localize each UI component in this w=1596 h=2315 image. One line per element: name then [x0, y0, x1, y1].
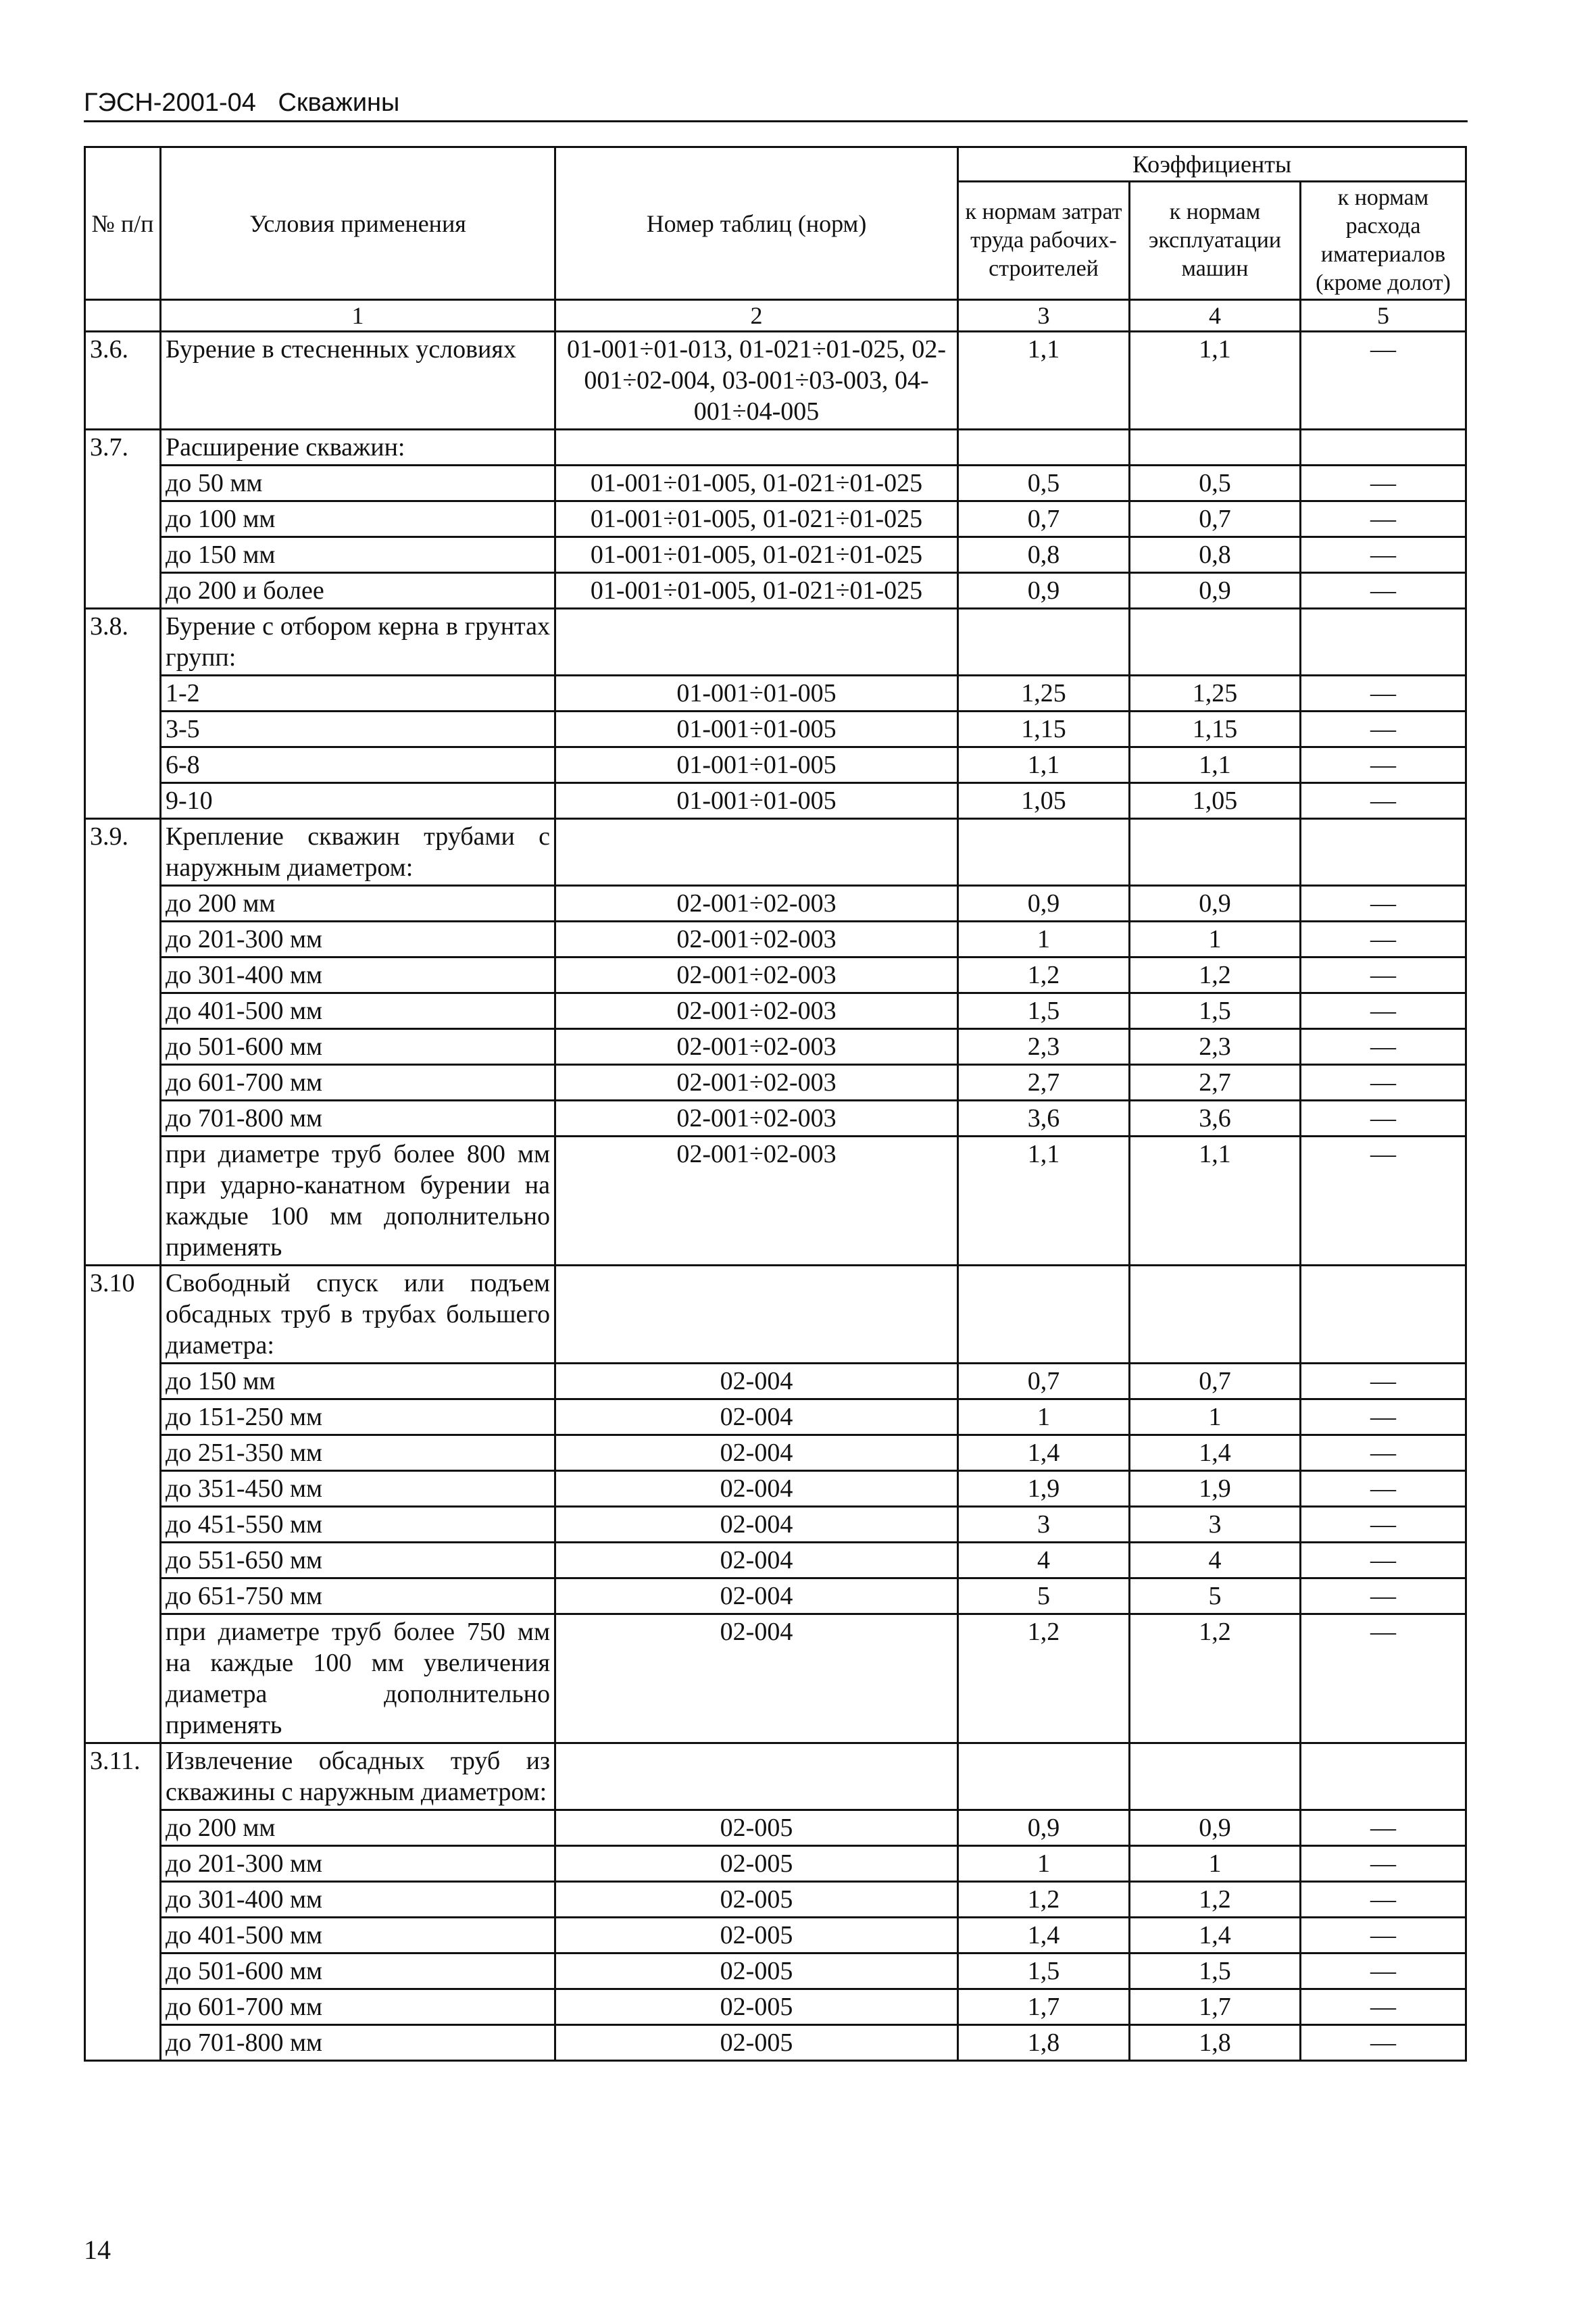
labor-coefficient: 2,7 [958, 1065, 1130, 1101]
labor-coefficient [958, 609, 1130, 676]
condition-cell: до 401-500 мм [161, 1918, 555, 1953]
materials-coefficient: — [1301, 1918, 1466, 1953]
row-number [85, 1846, 161, 1882]
materials-coefficient [1301, 1743, 1466, 1810]
labor-coefficient: 0,7 [958, 501, 1130, 537]
table-row [85, 993, 1466, 1029]
machines-coefficient [1130, 1743, 1301, 1810]
row-number [85, 1882, 161, 1918]
tables-cell: 02-004 [555, 1578, 958, 1614]
row-number: 3.8. [85, 609, 161, 676]
materials-coefficient: — [1301, 573, 1466, 609]
row-number [85, 1137, 161, 1266]
row-number [85, 1364, 161, 1399]
tables-cell: 02-001÷02-003 [555, 922, 958, 957]
condition-cell: до 351-450 мм [161, 1471, 555, 1507]
condition-cell: при диаметре труб более 750 мм на каждые 100 мм увеличения диаметра дополнительно применять [161, 1614, 555, 1743]
row-number [85, 922, 161, 957]
condition-cell: 9-10 [161, 783, 555, 819]
machines-coefficient: 1,5 [1130, 993, 1301, 1029]
labor-coefficient: 1,8 [958, 2025, 1130, 2061]
labor-coefficient: 0,5 [958, 466, 1130, 501]
condition-cell: до 401-500 мм [161, 993, 555, 1029]
materials-coefficient: — [1301, 712, 1466, 747]
table-row [85, 1953, 1466, 1989]
document-section: Скважины [278, 89, 400, 117]
row-number [85, 1029, 161, 1065]
materials-coefficient [1301, 819, 1466, 886]
materials-coefficient: — [1301, 1471, 1466, 1507]
row-number [85, 501, 161, 537]
tables-cell: 01-001÷01-005, 01-021÷01-025 [555, 466, 958, 501]
labor-coefficient [958, 430, 1130, 466]
header-machines: к нормам эксплуатации машин [1130, 182, 1301, 300]
table-row [85, 1846, 1466, 1882]
table-row [85, 537, 1466, 573]
table-row [85, 2025, 1466, 2061]
running-header [84, 86, 1468, 122]
tables-cell [555, 430, 958, 466]
row-number [85, 1507, 161, 1543]
row-number: 3.11. [85, 1743, 161, 1810]
materials-coefficient: — [1301, 1435, 1466, 1471]
machines-coefficient: 1,05 [1130, 783, 1301, 819]
labor-coefficient: 1 [958, 1846, 1130, 1882]
labor-coefficient: 1,05 [958, 783, 1130, 819]
column-number-blank [85, 300, 161, 332]
condition-cell: до 150 мм [161, 537, 555, 573]
header-materials: к нормам расхода иматериалов (кроме долот) [1301, 182, 1466, 300]
condition-cell: Бурение с отбором керна в грунтах групп: [161, 609, 555, 676]
condition-cell: до 200 мм [161, 1810, 555, 1846]
tables-cell: 02-001÷02-003 [555, 1101, 958, 1137]
condition-cell: Бурение в стесненных условиях [161, 332, 555, 430]
machines-coefficient [1130, 1266, 1301, 1364]
table-row [85, 1507, 1466, 1543]
labor-coefficient: 1 [958, 922, 1130, 957]
tables-cell: 02-004 [555, 1435, 958, 1471]
table-row [85, 573, 1466, 609]
header-num: № п/п [85, 147, 161, 300]
materials-coefficient: — [1301, 1399, 1466, 1435]
tables-cell: 01-001÷01-005, 01-021÷01-025 [555, 573, 958, 609]
header-labor: к нормам затрат труда рабочих-строителей [958, 182, 1130, 300]
column-number: 2 [555, 300, 958, 332]
materials-coefficient: — [1301, 676, 1466, 712]
materials-coefficient: — [1301, 1846, 1466, 1882]
tables-cell: 02-001÷02-003 [555, 957, 958, 993]
tables-cell: 02-001÷02-003 [555, 993, 958, 1029]
labor-coefficient: 1,1 [958, 332, 1130, 430]
table-row [85, 501, 1466, 537]
row-number [85, 1543, 161, 1578]
table-row [85, 1989, 1466, 2025]
tables-cell: 01-001÷01-005, 01-021÷01-025 [555, 501, 958, 537]
labor-coefficient: 1,9 [958, 1471, 1130, 1507]
machines-coefficient: 0,5 [1130, 466, 1301, 501]
materials-coefficient: — [1301, 886, 1466, 922]
materials-coefficient: — [1301, 332, 1466, 430]
tables-cell [555, 819, 958, 886]
machines-coefficient: 1,5 [1130, 1953, 1301, 1989]
condition-cell: до 601-700 мм [161, 1989, 555, 2025]
row-number [85, 1614, 161, 1743]
condition-cell: Расширение скважин: [161, 430, 555, 466]
condition-cell: до 501-600 мм [161, 1953, 555, 1989]
column-number: 3 [958, 300, 1130, 332]
condition-cell: до 100 мм [161, 501, 555, 537]
table-row [85, 1101, 1466, 1137]
tables-cell: 02-005 [555, 1989, 958, 2025]
labor-coefficient: 0,7 [958, 1364, 1130, 1399]
row-number: 3.6. [85, 332, 161, 430]
page-number: 14 [84, 2235, 111, 2265]
labor-coefficient: 1,2 [958, 1614, 1130, 1743]
materials-coefficient [1301, 1266, 1466, 1364]
tables-cell: 02-004 [555, 1543, 958, 1578]
tables-cell: 02-005 [555, 1882, 958, 1918]
labor-coefficient: 1,25 [958, 676, 1130, 712]
table-row [85, 1918, 1466, 1953]
tables-cell: 01-001÷01-005 [555, 676, 958, 712]
labor-coefficient: 0,8 [958, 537, 1130, 573]
condition-cell: до 301-400 мм [161, 1882, 555, 1918]
labor-coefficient: 3,6 [958, 1101, 1130, 1137]
machines-coefficient [1130, 430, 1301, 466]
condition-cell: 6-8 [161, 747, 555, 783]
machines-coefficient: 0,9 [1130, 573, 1301, 609]
machines-coefficient: 1,2 [1130, 1614, 1301, 1743]
materials-coefficient: — [1301, 957, 1466, 993]
tables-cell: 02-005 [555, 1918, 958, 1953]
column-number: 1 [161, 300, 555, 332]
machines-coefficient: 1,1 [1130, 1137, 1301, 1266]
table-row [85, 819, 1466, 886]
machines-coefficient: 0,7 [1130, 501, 1301, 537]
condition-cell: Крепление скважин трубами с наружным диаметром: [161, 819, 555, 886]
materials-coefficient: — [1301, 1614, 1466, 1743]
condition-cell: до 551-650 мм [161, 1543, 555, 1578]
table-row [85, 1471, 1466, 1507]
tables-cell: 02-001÷02-003 [555, 1137, 958, 1266]
tables-cell [555, 609, 958, 676]
tables-cell: 01-001÷01-005 [555, 747, 958, 783]
table-row [85, 1137, 1466, 1266]
table-row [85, 332, 1466, 430]
labor-coefficient: 1,4 [958, 1435, 1130, 1471]
table-row [85, 1364, 1466, 1399]
machines-coefficient: 1,25 [1130, 676, 1301, 712]
condition-cell: до 201-300 мм [161, 1846, 555, 1882]
row-number [85, 886, 161, 922]
machines-coefficient: 1,4 [1130, 1435, 1301, 1471]
tables-cell: 01-001÷01-005 [555, 783, 958, 819]
column-number: 4 [1130, 300, 1301, 332]
machines-coefficient: 1,2 [1130, 1882, 1301, 1918]
table-header [85, 147, 1466, 332]
table-row [85, 783, 1466, 819]
condition-cell: при диаметре труб более 800 мм при ударно-канатном бурении на каждые 100 мм дополнительно применять [161, 1137, 555, 1266]
machines-coefficient: 1 [1130, 1399, 1301, 1435]
labor-coefficient [958, 1266, 1130, 1364]
condition-cell: до 151-250 мм [161, 1399, 555, 1435]
condition-cell: до 200 мм [161, 886, 555, 922]
table-row [85, 1578, 1466, 1614]
labor-coefficient: 1,2 [958, 1882, 1130, 1918]
labor-coefficient: 0,9 [958, 1810, 1130, 1846]
labor-coefficient: 4 [958, 1543, 1130, 1578]
labor-coefficient: 3 [958, 1507, 1130, 1543]
condition-cell: до 301-400 мм [161, 957, 555, 993]
condition-cell: 3-5 [161, 712, 555, 747]
materials-coefficient: — [1301, 922, 1466, 957]
table-row [85, 609, 1466, 676]
table-body [85, 332, 1466, 2061]
machines-coefficient: 1,7 [1130, 1989, 1301, 2025]
materials-coefficient: — [1301, 747, 1466, 783]
tables-cell: 01-001÷01-005, 01-021÷01-025 [555, 537, 958, 573]
tables-cell: 02-004 [555, 1399, 958, 1435]
condition-cell: до 201-300 мм [161, 922, 555, 957]
materials-coefficient [1301, 430, 1466, 466]
materials-coefficient: — [1301, 1989, 1466, 2025]
tables-cell [555, 1266, 958, 1364]
table-row [85, 466, 1466, 501]
row-number [85, 712, 161, 747]
row-number: 3.10 [85, 1266, 161, 1364]
row-number [85, 1399, 161, 1435]
table-row [85, 712, 1466, 747]
tables-cell: 02-004 [555, 1364, 958, 1399]
column-number: 5 [1301, 300, 1466, 332]
labor-coefficient [958, 1743, 1130, 1810]
table-row [85, 1065, 1466, 1101]
tables-cell: 02-001÷02-003 [555, 1029, 958, 1065]
row-number [85, 1989, 161, 2025]
header-coefficients: Коэффициенты [958, 147, 1466, 182]
materials-coefficient [1301, 609, 1466, 676]
materials-coefficient: — [1301, 1137, 1466, 1266]
condition-cell: Свободный спуск или подъем обсадных труб в трубах большего диаметра: [161, 1266, 555, 1364]
tables-cell: 02-004 [555, 1471, 958, 1507]
machines-coefficient: 1 [1130, 922, 1301, 957]
condition-cell: до 251-350 мм [161, 1435, 555, 1471]
row-number [85, 1578, 161, 1614]
machines-coefficient: 1,9 [1130, 1471, 1301, 1507]
row-number [85, 1918, 161, 1953]
labor-coefficient: 0,9 [958, 886, 1130, 922]
machines-coefficient: 2,7 [1130, 1065, 1301, 1101]
machines-coefficient: 3,6 [1130, 1101, 1301, 1137]
condition-cell: до 701-800 мм [161, 2025, 555, 2061]
table-row [85, 922, 1466, 957]
materials-coefficient: — [1301, 1882, 1466, 1918]
machines-coefficient: 4 [1130, 1543, 1301, 1578]
condition-cell: 1-2 [161, 676, 555, 712]
row-number [85, 993, 161, 1029]
materials-coefficient: — [1301, 993, 1466, 1029]
table-row [85, 1399, 1466, 1435]
tables-cell: 02-005 [555, 1846, 958, 1882]
condition-cell: до 501-600 мм [161, 1029, 555, 1065]
condition-cell: до 451-550 мм [161, 1507, 555, 1543]
materials-coefficient: — [1301, 1578, 1466, 1614]
machines-coefficient: 1,1 [1130, 747, 1301, 783]
table-row [85, 1029, 1466, 1065]
tables-cell: 02-001÷02-003 [555, 1065, 958, 1101]
row-number [85, 1065, 161, 1101]
machines-coefficient: 1,2 [1130, 957, 1301, 993]
tables-cell: 02-001÷02-003 [555, 886, 958, 922]
machines-coefficient: 0,9 [1130, 886, 1301, 922]
machines-coefficient: 0,7 [1130, 1364, 1301, 1399]
row-number [85, 676, 161, 712]
row-number [85, 1953, 161, 1989]
labor-coefficient: 1,4 [958, 1918, 1130, 1953]
table-row [85, 1743, 1466, 1810]
row-number [85, 1471, 161, 1507]
row-number: 3.7. [85, 430, 161, 466]
row-number [85, 466, 161, 501]
table-row [85, 430, 1466, 466]
table-row [85, 1543, 1466, 1578]
table-row [85, 747, 1466, 783]
tables-cell: 02-005 [555, 1953, 958, 1989]
tables-cell [555, 1743, 958, 1810]
header-conditions: Условия применения [161, 147, 555, 300]
row-number [85, 1810, 161, 1846]
table-row [85, 1882, 1466, 1918]
document-code: ГЭСН-2001-04 [84, 89, 256, 117]
machines-coefficient: 1,15 [1130, 712, 1301, 747]
materials-coefficient: — [1301, 1810, 1466, 1846]
table-row [85, 676, 1466, 712]
table-row [85, 1435, 1466, 1471]
labor-coefficient: 1,7 [958, 1989, 1130, 2025]
machines-coefficient: 1,1 [1130, 332, 1301, 430]
row-number [85, 1101, 161, 1137]
row-number [85, 747, 161, 783]
row-number [85, 957, 161, 993]
machines-coefficient: 1,4 [1130, 1918, 1301, 1953]
condition-cell: до 651-750 мм [161, 1578, 555, 1614]
materials-coefficient: — [1301, 1364, 1466, 1399]
materials-coefficient: — [1301, 1543, 1466, 1578]
row-number [85, 573, 161, 609]
condition-cell: до 150 мм [161, 1364, 555, 1399]
materials-coefficient: — [1301, 1029, 1466, 1065]
materials-coefficient: — [1301, 466, 1466, 501]
condition-cell: до 200 и более [161, 573, 555, 609]
materials-coefficient: — [1301, 537, 1466, 573]
materials-coefficient: — [1301, 1065, 1466, 1101]
row-number [85, 1435, 161, 1471]
table-row [85, 1266, 1466, 1364]
materials-coefficient: — [1301, 1101, 1466, 1137]
machines-coefficient: 1,8 [1130, 2025, 1301, 2061]
tables-cell: 02-004 [555, 1507, 958, 1543]
labor-coefficient: 1,1 [958, 747, 1130, 783]
labor-coefficient: 1 [958, 1399, 1130, 1435]
row-number [85, 2025, 161, 2061]
condition-cell: до 601-700 мм [161, 1065, 555, 1101]
labor-coefficient: 1,5 [958, 1953, 1130, 1989]
tables-cell: 02-004 [555, 1614, 958, 1743]
materials-coefficient: — [1301, 1507, 1466, 1543]
machines-coefficient: 2,3 [1130, 1029, 1301, 1065]
labor-coefficient: 2,3 [958, 1029, 1130, 1065]
machines-coefficient: 0,8 [1130, 537, 1301, 573]
condition-cell: Извлечение обсадных труб из скважины с наружным диаметром: [161, 1743, 555, 1810]
tables-cell: 01-001÷01-013, 01-021÷01-025, 02-001÷02-004, 03-001÷03-003, 04-001÷04-005 [555, 332, 958, 430]
labor-coefficient: 0,9 [958, 573, 1130, 609]
table-row [85, 1614, 1466, 1743]
machines-coefficient: 3 [1130, 1507, 1301, 1543]
materials-coefficient: — [1301, 501, 1466, 537]
machines-coefficient: 0,9 [1130, 1810, 1301, 1846]
labor-coefficient: 1,5 [958, 993, 1130, 1029]
row-number [85, 537, 161, 573]
labor-coefficient [958, 819, 1130, 886]
table-row [85, 886, 1466, 922]
machines-coefficient: 5 [1130, 1578, 1301, 1614]
machines-coefficient [1130, 609, 1301, 676]
labor-coefficient: 1,1 [958, 1137, 1130, 1266]
materials-coefficient: — [1301, 1953, 1466, 1989]
condition-cell: до 50 мм [161, 466, 555, 501]
row-number [85, 783, 161, 819]
table-row [85, 957, 1466, 993]
machines-coefficient: 1 [1130, 1846, 1301, 1882]
labor-coefficient: 1,15 [958, 712, 1130, 747]
tables-cell: 02-005 [555, 1810, 958, 1846]
table-row [85, 1810, 1466, 1846]
tables-cell: 02-005 [555, 2025, 958, 2061]
labor-coefficient: 5 [958, 1578, 1130, 1614]
machines-coefficient [1130, 819, 1301, 886]
materials-coefficient: — [1301, 783, 1466, 819]
labor-coefficient: 1,2 [958, 957, 1130, 993]
header-tables: Номер таблиц (норм) [555, 147, 958, 300]
tables-cell: 01-001÷01-005 [555, 712, 958, 747]
materials-coefficient: — [1301, 2025, 1466, 2061]
condition-cell: до 701-800 мм [161, 1101, 555, 1137]
row-number: 3.9. [85, 819, 161, 886]
coefficients-table [84, 146, 1467, 2062]
